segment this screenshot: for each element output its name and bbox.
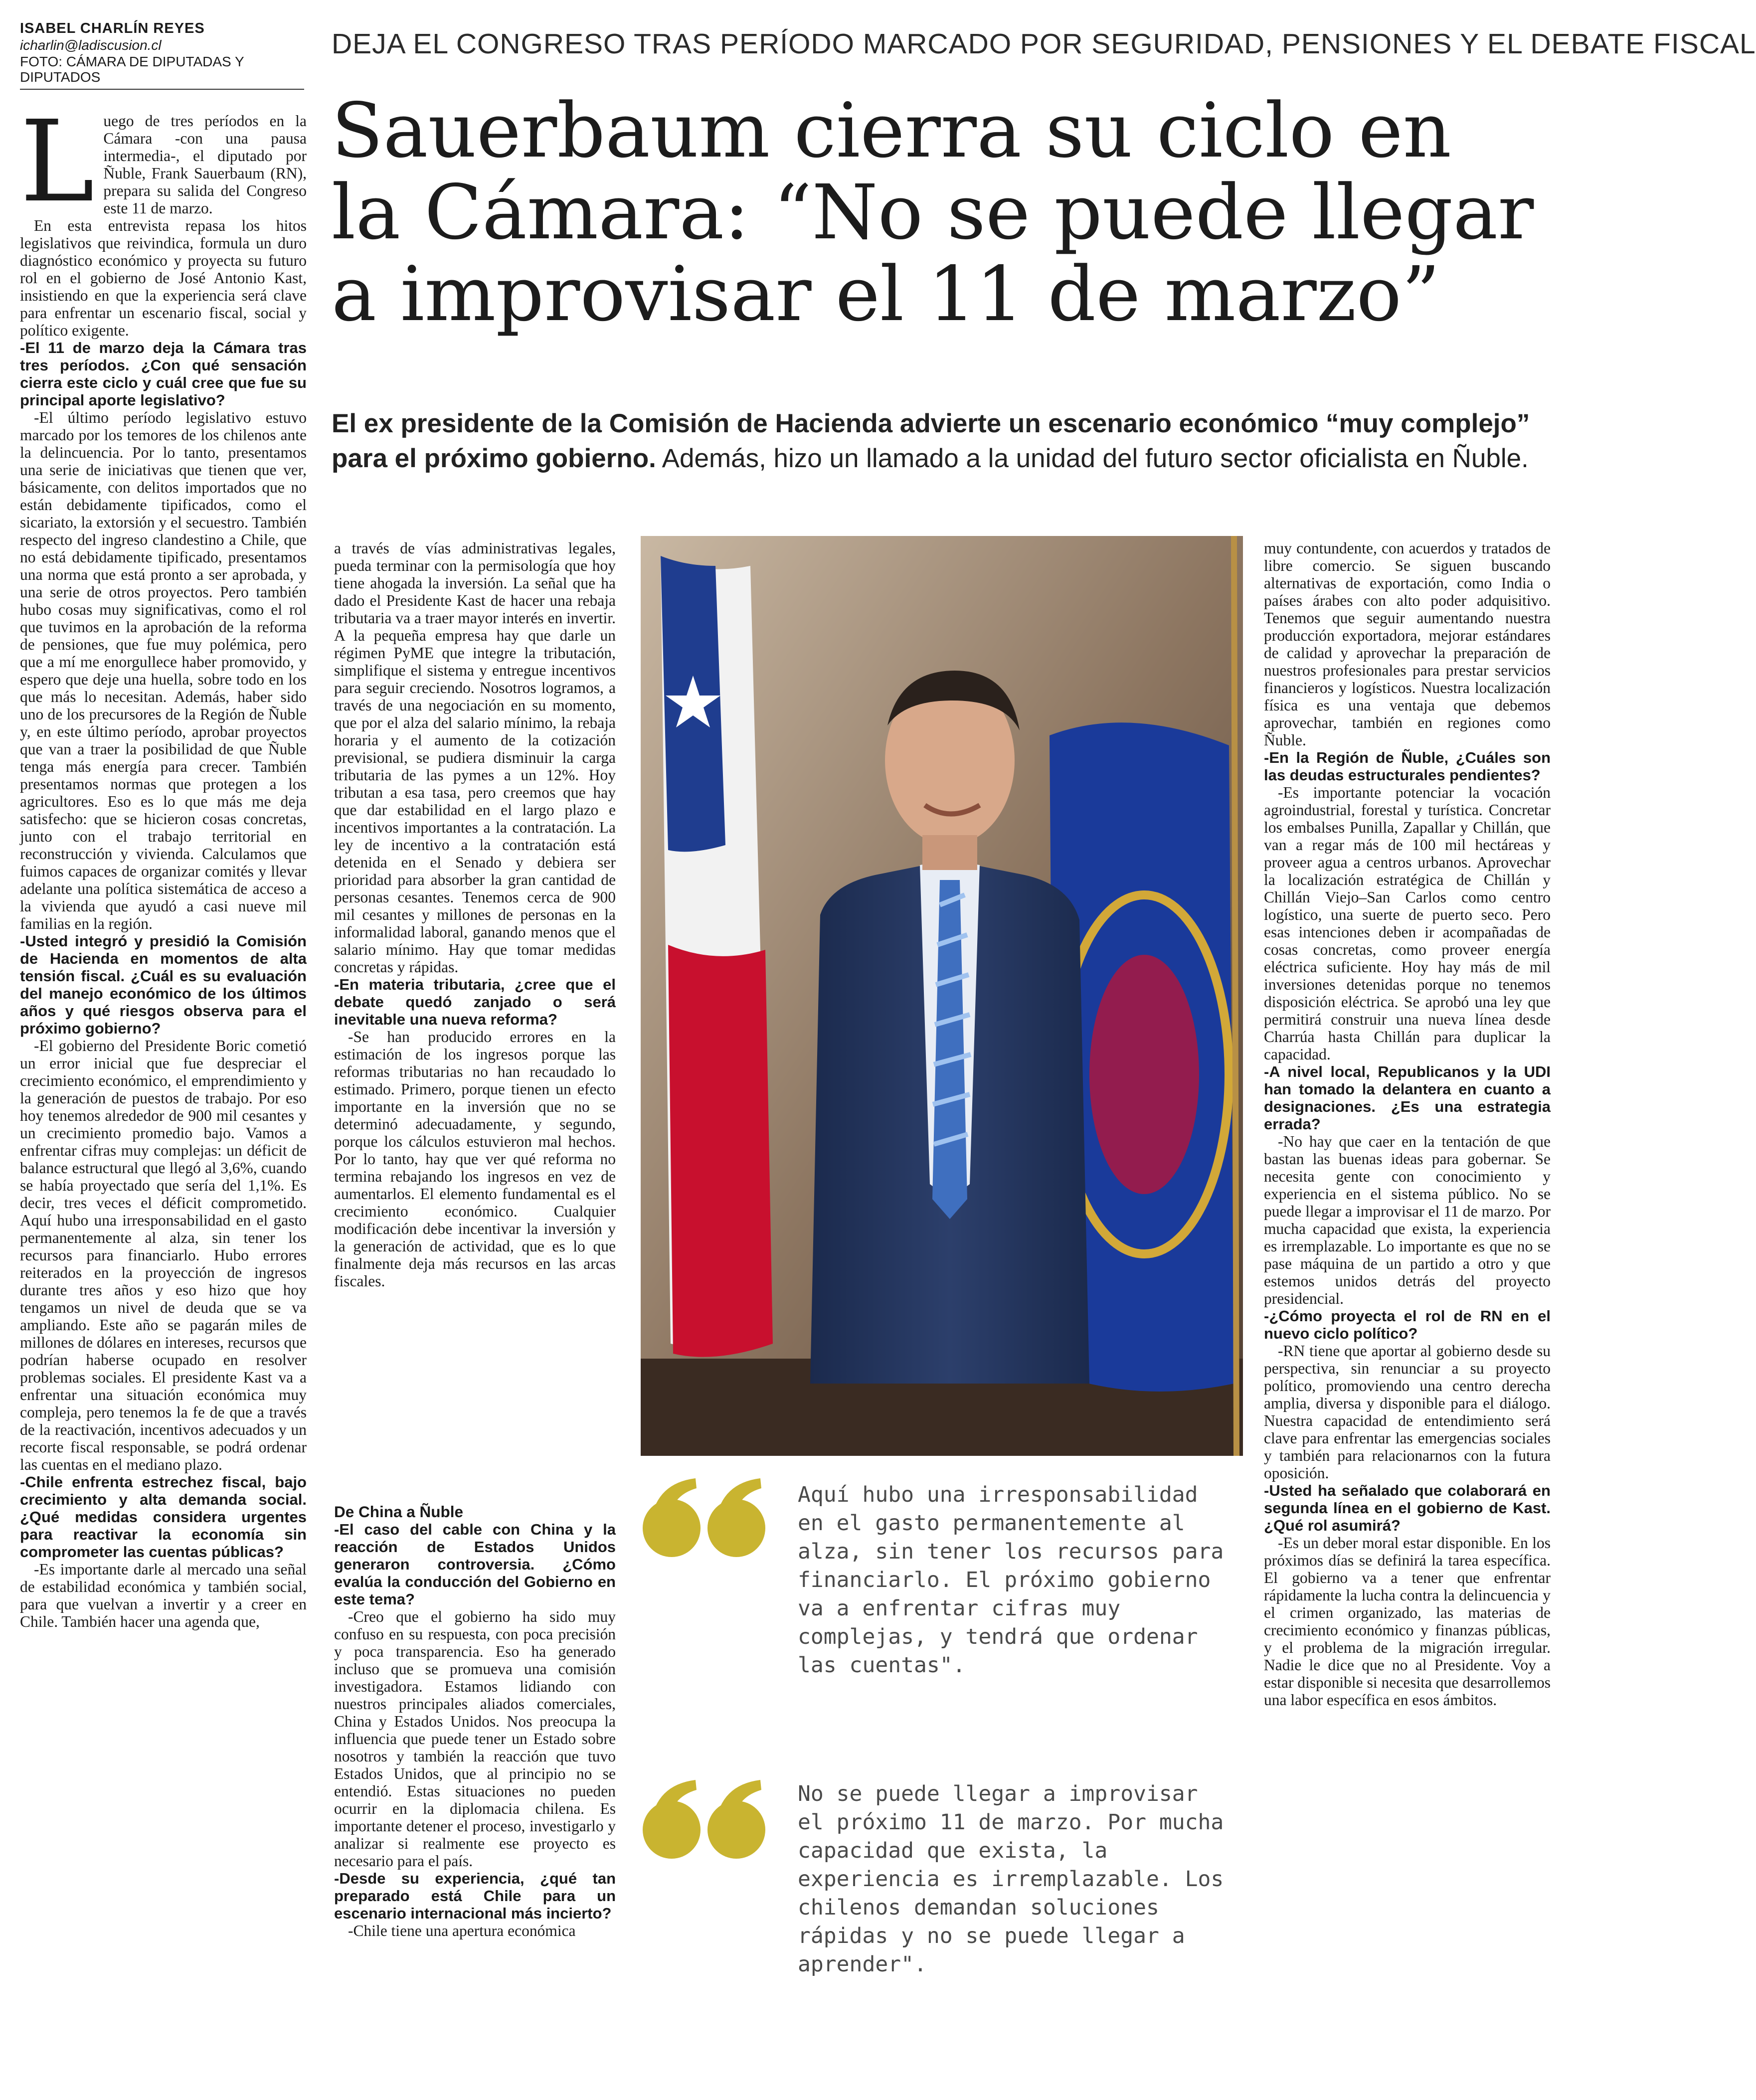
answer-1: -El último período legislativo estuvo marcado por los temores de los chilenos ante la delincuencia. Por lo tanto, presentamos una serie de iniciativas que tienen que ver, básicamente, con delitos importados que no están debidamente tipificados, como el sicariato, la extorsión y el secuestro. También respecto del ingreso clandestino a Chile, que no está debidamente tipificado, presentamos una norma que está pronto a ser aprobada, y una serie de otros proyectos. Pero también hubo cosas muy significativas, como el rol que tuvimos en la aprobación de la reforma de pensiones, que fue muy polémica, pero que a mí me enorgullece haber promovido, y espero que deje una huella, sobre todo en los que más lo necesitan. Además, haber sido uno de los precursores de la Región de Ñuble y, en este último período, aprobar proyectos que van a traer la posibilidad de que Ñuble tenga más energía para crecer. También presentamos normas que protegen a los agricultores. Eso es lo que más me deja satisfecho: que se hicieron cosas concretas, junto con el trabajo territorial en reconstrucción y vivienda. Calculamos que fuimos capaces de organizar comités y llevar adelante una política sistemática de acceso a la vivienda que ayudó a casi nueve mil familias en la región.	[20, 409, 307, 932]
column-3	[334, 1503, 616, 1939]
column-2	[334, 539, 616, 1290]
quote-mark-icon	[641, 1473, 770, 1563]
question-9: -¿Cómo proyecta el rol de RN en el nuevo ciclo político?	[1264, 1307, 1551, 1342]
answer-9: -RN tiene que aportar al gobierno desde su perspectiva, sin renunciar a su proyecto político, promoviendo una centro derecha amplia, diversa y disponible para el diálogo. Nuestra capacidad de entendimiento será clave para enfrentar las emergencias sociales y también para relacionarnos con la futura oposición.	[1264, 1342, 1551, 1482]
intro-paragraph: En esta entrevista repasa los hitos legislativos que reivindica, formula un duro diagnóstico económico y proyecta su futuro rol en el gobierno de José Antonio Kast, insistiendo en que la experiencia será clave para enfrentar un escenario fiscal, social y político exigente.	[20, 217, 307, 339]
photo-credit: FOTO: CÁMARA DE DIPUTADAS Y DIPUTADOS	[20, 54, 244, 85]
answer-3: -Es importante darle al mercado una señal de estabilidad económica y también social, para que vuelvan a invertir y a creer en Chile. También hacer una agenda que,	[20, 1561, 307, 1630]
column-4	[1264, 539, 1551, 1709]
deck	[332, 406, 1563, 476]
answer-8: -No hay que caer en la tentación de que bastan las buenas ideas para gobernar. Se necesita gente con conocimiento y experiencia en el sistema público. No se puede llegar a improvisar el 11 de marzo. Por mucha capacidad que exista, la experiencia es irremplazable. Lo importante es que no se pase máquina de un partido a otro y que estemos unidos detrás del proyecto presidencial.	[1264, 1133, 1551, 1307]
headline-line-2: la Cámara: “No se puede llegar	[332, 169, 1534, 256]
portrait-photo	[641, 536, 1243, 1456]
question-6: -Desde su experiencia, ¿qué tan preparado está Chile para un escenario internacional más incierto?	[334, 1870, 616, 1922]
question-1: -El 11 de marzo deja la Cámara tras tres períodos. ¿Con qué sensación cierra este ciclo y cuál cree que fue su principal aporte legislativo?	[20, 339, 307, 409]
question-3: -Chile enfrenta estrechez fiscal, bajo crecimiento y alta demanda social. ¿Qué medidas considera urgentes para reactivar la economía sin comprometer las cuentas públicas?	[20, 1473, 307, 1561]
answer-3-continued: a través de vías administrativas legales, pueda terminar con la permisología que hoy tiene ahogada la inversión. La señal que ha dado el Presidente Kast de hacer una rebaja tributaria va a traer mayor interés en invertir. A la pequeña empresa hay que darle un régimen PyME que integre la tributación, simplifique el sistema y entregue incentivos para seguir creciendo. Nosotros logramos, a través de una negociación en su momento, que por el alza del salario mínimo, la rebaja horaria y el aumento de la cotización previsional, se pudiera disminuir la carga tributaria de las pymes a un 12%. Hoy tributan a esa tasa, pero creemos que hay que dar estabilidad en el largo plazo e incentivos importantes a la contratación. La ley de incentivo a la contratación está detenida en el Senado y debiera ser prioridad para absorber la gran cantidad de personas cesantes. Tenemos cerca de 900 mil cesantes y millones de personas en la informalidad laboral, ganando menos que el salario mínimo. Hay que tomar medidas concretas y rápidas.	[334, 539, 616, 976]
author-email[interactable]: icharlin@ladiscusion.cl	[20, 37, 162, 53]
question-4: -En materia tributaria, ¿cree que el debate quedó zanjado o será inevitable una nueva reforma?	[334, 976, 616, 1028]
answer-10: -Es un deber moral estar disponible. En los próximos días se definirá la tarea específica. El gobierno va a tener que enfrentar rápidamente la lucha contra la delincuencia y el crimen organizado, las materias de crecimiento económico y finanzas públicas, y el problema de la migración irregular. Nadie le dice que no al Presidente. Voy a estar disponible si necesita que desarrollemos una labor específica en esos ámbitos.	[1264, 1534, 1551, 1709]
subhead: De China a Ñuble	[334, 1503, 464, 1521]
question-8: -A nivel local, Republicanos y la UDI han tomado la delantera en cuanto a designaciones. ¿Es una estrategia errada?	[1264, 1063, 1551, 1133]
pull-quote-1: Aquí hubo una irresponsabilidad en el gasto permanentemente al alza, sin tener los recursos para financiarlo. El próximo gobierno va a enfrentar cifras muy complejas, y tendrá que ordenar las cuentas".	[798, 1482, 1224, 1678]
question-2: -Usted integró y presidió la Comisión de Hacienda en momentos de alta tensión fiscal. ¿Cuál es su evaluación del manejo económico de los últimos años y qué riesgos observa para el próximo gobierno?	[20, 932, 307, 1037]
answer-2: -El gobierno del Presidente Boric cometió un error inicial que fue despreciar el crecimiento económico, el emprendimiento y la generación de puestos de trabajo. Por eso hoy tenemos alrededor de 900 mil cesantes y un crecimiento promedio bajo. Vamos a enfrentar cifras muy complejas: un déficit de balance estructural que llegó al 3,6%, cuando se había proyectado que sería del 1,1%. Es decir, tres veces el déficit comprometido. Aquí hubo una irresponsabilidad en el gasto permanentemente al alza, sin tener los recursos para financiarlo. Hubo errores reiterados en la proyección de ingresos durante tres años y eso hizo que hoy tengamos un nivel de deuda que se va ampliando. Este año se pagarán miles de millones de dólares en intereses, recursos que podrían haberse ocupado en resolver problemas sociales. El presidente Kast va a enfrentar una situación económica muy compleja, pero tenemos la fe de que a través de la reactivación, incentivos adecuados y un recorte fiscal responsable, se podrá ordenar las cuentas en el mediano plazo.	[20, 1037, 307, 1473]
answer-5: -Creo que el gobierno ha sido muy confuso en su respuesta, con poca precisión y poca transparencia. Eso ha generado incluso que se promueva una comisión investigadora. Estamos lidiando con nuestros principales aliados comerciales, China y Estados Unidos. Nos preocupa la influencia que puede tener un Estado sobre nosotros y también la reacción que tuvo Estados Unidos, que al principio no se entendió. Estas situaciones no pueden ocurrir en la diplomacia chilena. Es importante detener el proceso, investigarlo y analizar si realmente ese proyecto es necesario para el país.	[334, 1608, 616, 1870]
lead-paragraph: uego de tres períodos en la Cámara -con una pausa intermedia-, el diputado por Ñuble, Frank Sauerbaum (RN), prepara su salida del Congreso este 11 de marzo.	[103, 112, 307, 217]
deck-regular: Además, hizo un llamado a la unidad del futuro sector oficialista en Ñuble.	[656, 444, 1529, 473]
author-name: ISABEL CHARLÍN REYES	[20, 20, 205, 36]
question-10: -Usted ha señalado que colaborará en segunda línea en el gobierno de Kast. ¿Qué rol asumirá?	[1264, 1482, 1551, 1534]
answer-6-continued: muy contundente, con acuerdos y tratados de libre comercio. Se siguen buscando alternativas de exportación, como India o países árabes con alto poder adquisitivo. Tenemos que seguir aumentando nuestra producción exportadora, mejorar estándares de calidad y aprovechar la preparación de nuestros profesionales para prestar servicios financieros y logísticos. Nuestra localización física es una ventaja que debemos aprovechar, también en regiones como Ñuble.	[1264, 539, 1551, 749]
byline-divider	[20, 89, 304, 90]
headline	[332, 87, 1568, 338]
drop-cap: L	[20, 97, 95, 227]
answer-6: -Chile tiene una apertura económica	[348, 1922, 576, 1939]
pull-quote-2: No se puede llegar a improvisar el próximo 11 de marzo. Por mucha capacidad que exista, la experiencia es irremplazable. Los chilenos demandan soluciones rápidas y no se puede llegar a aprender".	[798, 1781, 1224, 1977]
answer-7: -Es importante potenciar la vocación agroindustrial, forestal y turística. Concretar los embalses Punilla, Zapallar y Chillán, que van a regar más de 100 mil hectáreas y proveer agua a centros urbanos. Aprovechar la localización estratégica de Chillán y Chillán Viejo–San Carlos como centro logístico, una suerte de puerto seco. Pero esas intenciones deben ir acompañadas de cosas concretas, como proveer energía eléctrica suficiente. Hoy hay más de mil inversiones detenidas porque no tenemos disposición eléctrica. Se aprobó una ley que permitirá construir una nueva línea desde Charrúa hasta Chillán para duplicar la capacidad.	[1264, 784, 1551, 1063]
answer-4: -Se han producido errores en la estimación de los ingresos porque las reformas tributarias no han recaudado lo estimado. Primero, porque tienen un efecto importante en la inversión que no se determinó adecuadamente, y segundo, porque los cálculos estuvieron mal hechos. Por lo tanto, hay que ver qué reforma no termina rebajando los ingresos en vez de aumentarlos. El elemento fundamental es el crecimiento económico. Cualquier modificación debe incentivar la inversión y la generación de actividad, que es lo que finalmente deja más recursos en las arcas fiscales.	[334, 1028, 616, 1290]
question-7: -En la Región de Ñuble, ¿Cuáles son las deudas estructurales pendientes?	[1264, 749, 1551, 784]
deck-bold: El ex presidente de la Comisión de Hacienda advierte un escenario económico “muy complejo” para el próximo gobierno.	[332, 409, 1530, 473]
byline	[20, 20, 304, 85]
headline-line-3: a improvisar el 11 de marzo”	[332, 250, 1440, 338]
question-5: -El caso del cable con China y la reacción de Estados Unidos generaron controversia. ¿Cómo evalúa la conducción del Gobierno en este tema?	[334, 1521, 616, 1608]
kicker: DEJA EL CONGRESO TRAS PERÍODO MARCADO POR SEGURIDAD, PENSIONES Y EL DEBATE FISCAL	[332, 28, 1756, 60]
column-1	[20, 97, 307, 1630]
headline-line-1: Sauerbaum cierra su ciclo en	[332, 87, 1451, 175]
portrait-illustration	[641, 536, 1243, 1456]
quote-mark-icon	[641, 1775, 770, 1865]
